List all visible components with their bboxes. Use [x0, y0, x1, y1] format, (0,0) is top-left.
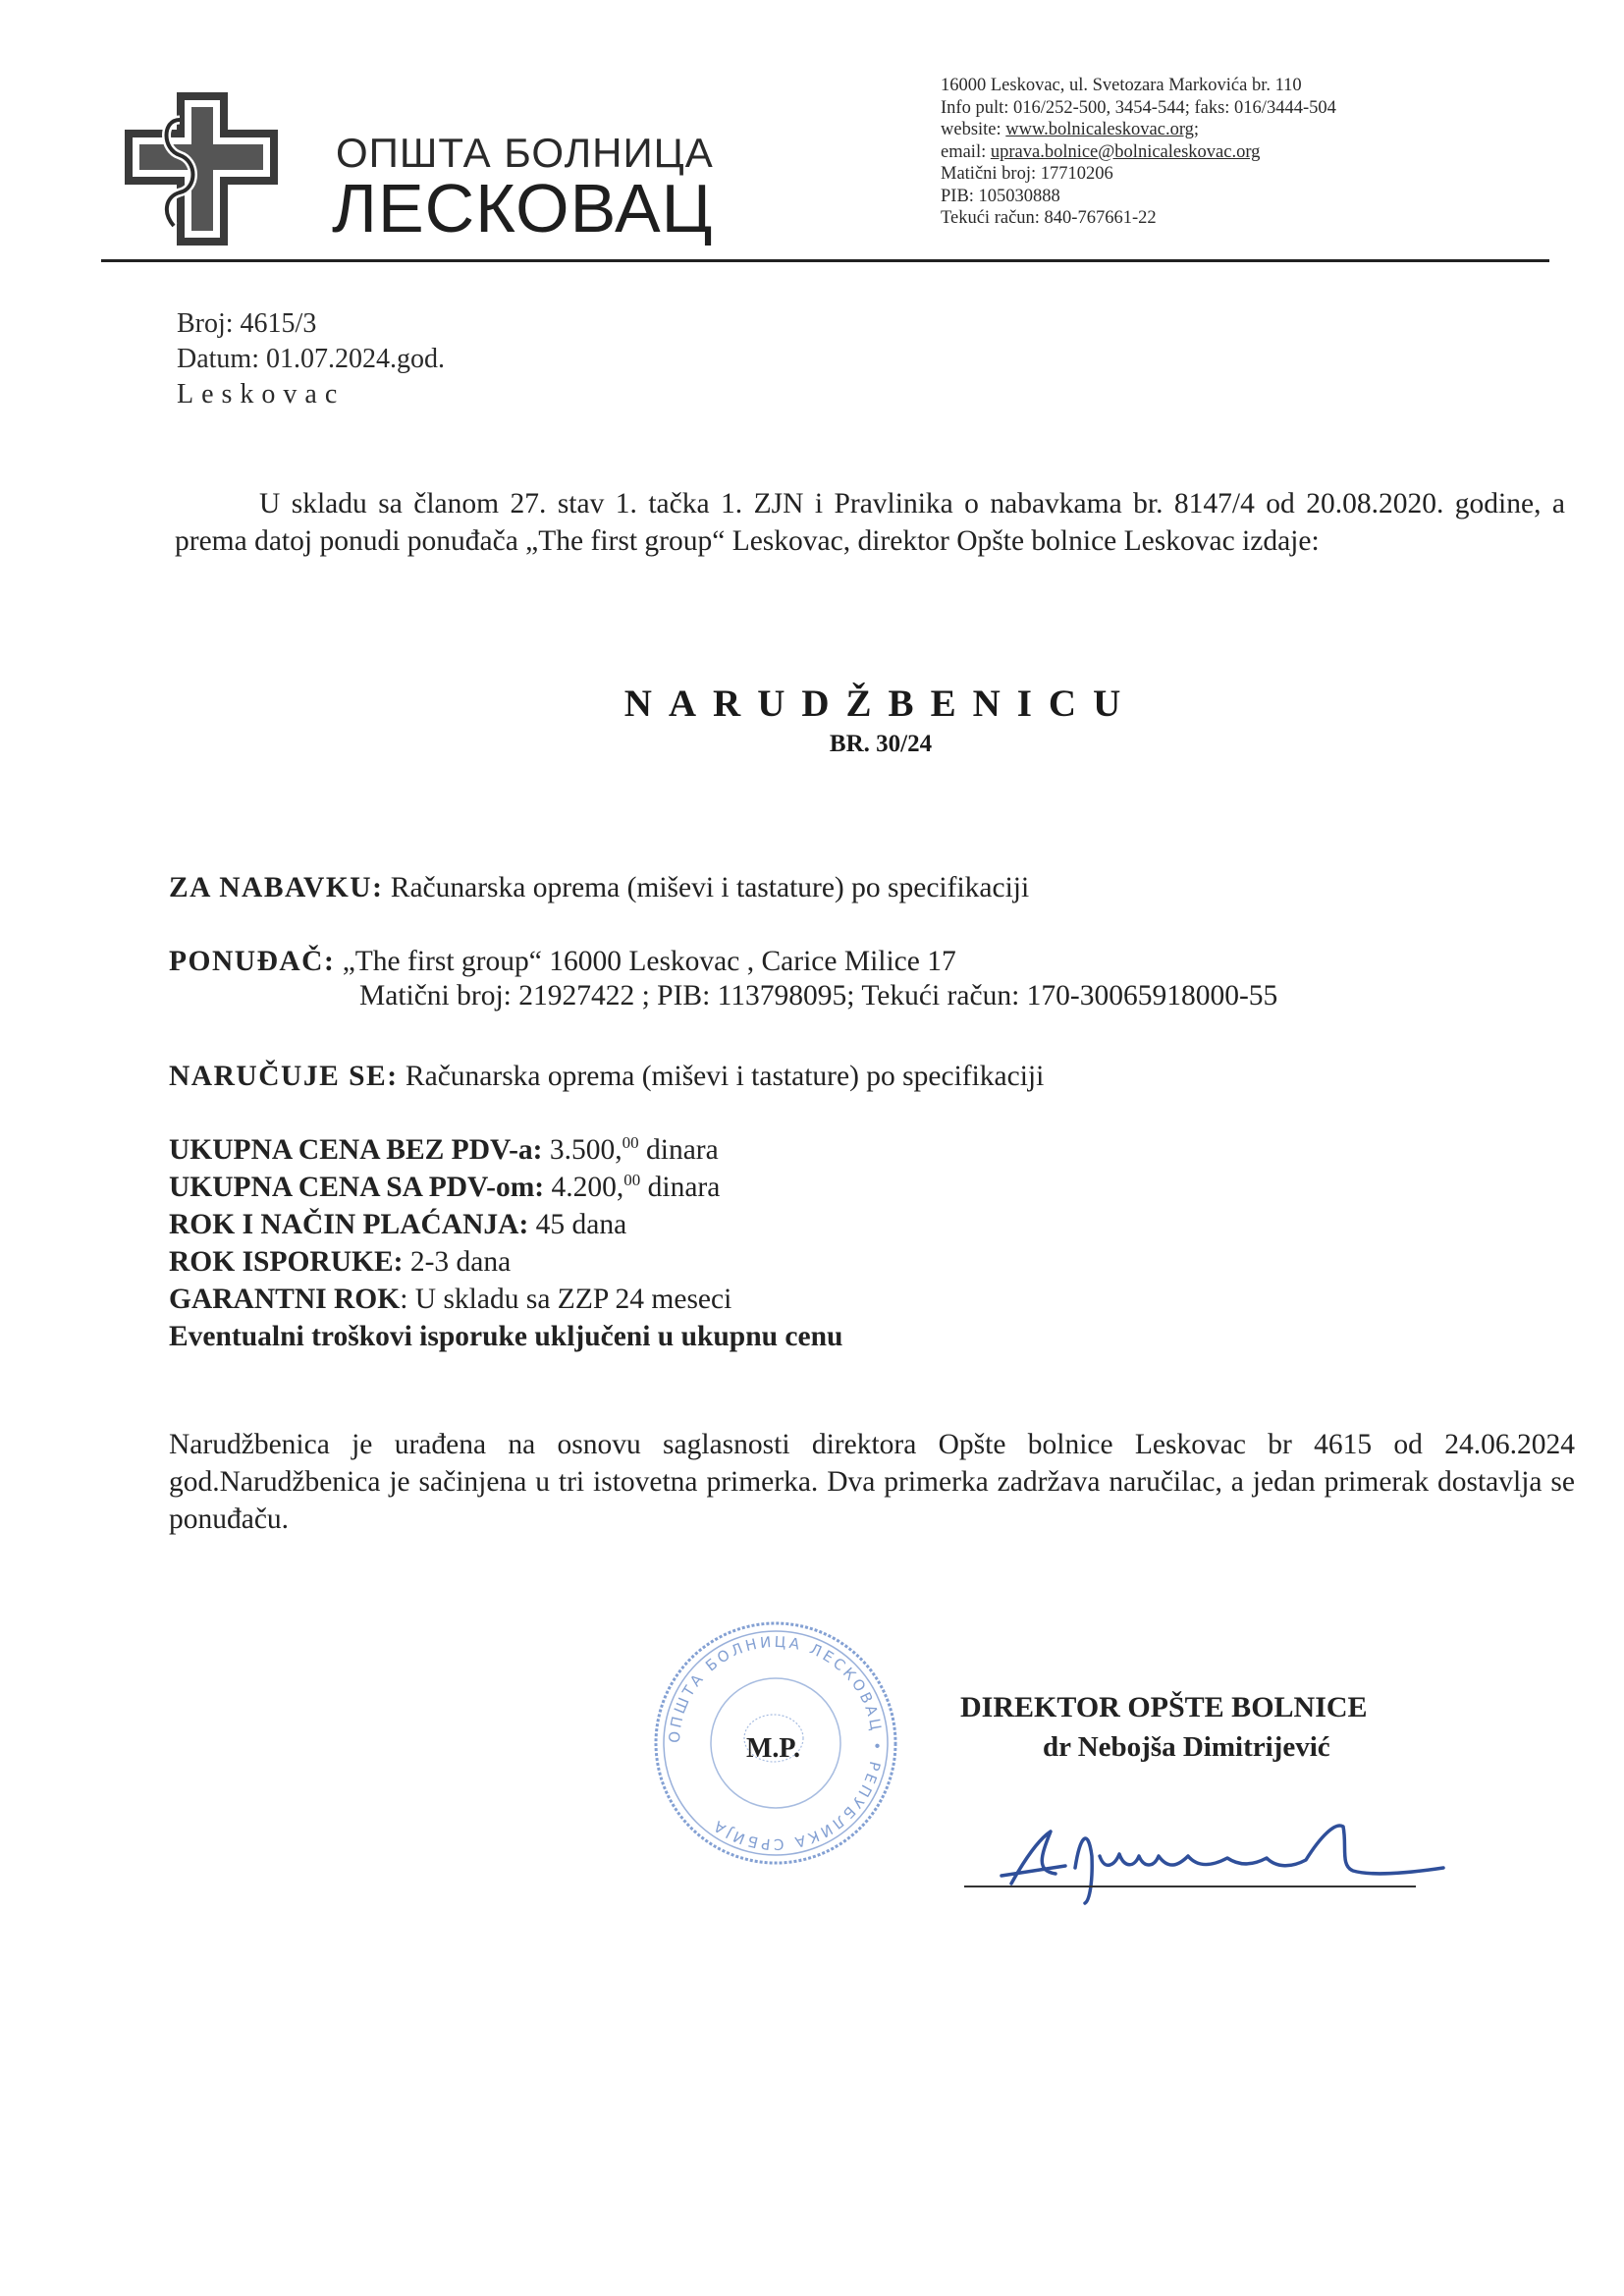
delivery-terms — [169, 1243, 842, 1281]
tekuci-racun: Tekući račun: 840-767661-22 — [941, 208, 1157, 228]
delivery-terms-value: 2-3 dana — [403, 1246, 512, 1278]
document-title: NARUDŽBENICU — [623, 683, 1138, 725]
email-line — [941, 141, 1336, 164]
warranty-label: GARANTNI ROK — [169, 1284, 401, 1315]
narucuje-value: Računarska oprema (miševi i tastature) po specifikaciji — [398, 1061, 1045, 1092]
reference-city: Leskovac — [177, 379, 346, 410]
warranty-terms — [169, 1281, 842, 1318]
price-without-vat-decimals: 00 — [622, 1133, 639, 1152]
nabavka-label: ZA NABAVKU: — [169, 872, 384, 903]
price-with-vat — [169, 1169, 842, 1206]
stamp-placeholder-label: M.P. — [746, 1733, 800, 1764]
price-with-vat-label: UKUPNA CENA SA PDV-om: — [169, 1172, 545, 1203]
ponudjac-details: Matični broj: 21927422 ; PIB: 113798095; Tekući račun: 170-30065918000-55 — [359, 980, 1278, 1011]
terms-block — [169, 1131, 842, 1355]
price-without-vat-label: UKUPNA CENA BEZ PDV-a: — [169, 1134, 543, 1166]
nabavka-value: Računarska oprema (miševi i tastature) po specifikaciji — [383, 872, 1030, 903]
ponudjac-value: „The first group“ 16000 Leskovac , Carice Milice 17 — [335, 946, 956, 977]
signature-line — [964, 1886, 1416, 1887]
price-without-vat-unit: dinara — [638, 1134, 719, 1166]
ponudjac-label: PONUĐAČ: — [169, 946, 336, 977]
payment-terms-label: ROK I NAČIN PLAĆANJA: — [169, 1209, 529, 1240]
header-divider — [101, 259, 1549, 262]
email-link[interactable]: uprava.bolnice@bolnicaleskovac.org — [990, 141, 1261, 162]
signatory-title: DIREKTOR OPŠTE BOLNICE — [960, 1691, 1368, 1723]
delivery-costs-note: Eventualni troškovi isporuke uključeni u ukupnu cenu — [169, 1321, 843, 1352]
reference-block — [177, 306, 445, 412]
signatory-name: dr Nebojša Dimitrijević — [1043, 1731, 1330, 1763]
reference-number: Broj: 4615/3 — [177, 308, 317, 339]
info-line: Info pult: 016/252-500, 3454-544; faks: 016/3444-504 — [941, 97, 1336, 118]
price-without-vat-value: 3.500, — [542, 1134, 623, 1166]
price-with-vat-decimals: 00 — [623, 1171, 641, 1189]
price-with-vat-value: 4.200, — [544, 1172, 624, 1203]
closing-paragraph: Narudžbenica je urađena na osnovu saglasnosti direktora Opšte bolnice Leskovac br 4615 od 24.06.2024 god.Narudžbenica je sačinjena u tri istovetna primerka. Dva primerka zadržava naručilac, a jedan primerak dostavlja se ponuđaču. — [169, 1429, 1575, 1535]
pib: PIB: 105030888 — [941, 186, 1060, 206]
maticni-broj: Matični broj: 17710206 — [941, 164, 1113, 184]
field-nabavka — [169, 869, 1029, 906]
warranty-value: : U skladu sa ZZP 24 meseci — [400, 1284, 732, 1315]
handwritten-signature-icon — [982, 1797, 1473, 1905]
intro-paragraph: U skladu sa članom 27. stav 1. tačka 1. ZJN i Pravlinika o nabavkama br. 8147/4 od 20.08.2020. godine, a prema datoj ponudi ponuđača „The first group“ Leskovac, direktor Opšte bolnice Leskovac izdaje: — [175, 488, 1565, 557]
institution-name-line1: ОПШТА БОЛНИЦА — [336, 130, 714, 176]
stamp-text: ОПШТА БОЛНИЦА ЛЕСКОВАЦ • РЕПУБЛИКА СРБИЈА — [665, 1632, 887, 1854]
narucuje-label: NARUČUJE SE: — [169, 1061, 399, 1092]
field-narucuje — [169, 1058, 1044, 1095]
website-link[interactable]: www.bolnicaleskovac.org — [1005, 120, 1194, 139]
contact-block — [941, 75, 1336, 230]
price-without-vat — [169, 1131, 842, 1169]
payment-terms-value: 45 dana — [528, 1209, 627, 1240]
website-suffix: ; — [1193, 120, 1200, 139]
delivery-terms-label: ROK ISPORUKE: — [169, 1246, 404, 1278]
institution-name-line2: ЛЕСКОВАЦ — [332, 170, 714, 246]
reference-date: Datum: 01.07.2024.god. — [177, 344, 445, 374]
website-line — [941, 119, 1336, 141]
website-label: website: — [941, 120, 1006, 139]
email-label: email: — [941, 141, 991, 162]
field-ponudjac — [169, 943, 956, 980]
document-number: BR. 30/24 — [829, 731, 933, 757]
medical-cross-logo-icon — [123, 90, 280, 247]
address: 16000 Leskovac, ul. Svetozara Markovića br. 110 — [941, 76, 1302, 95]
price-with-vat-unit: dinara — [640, 1172, 721, 1203]
payment-terms — [169, 1206, 842, 1243]
